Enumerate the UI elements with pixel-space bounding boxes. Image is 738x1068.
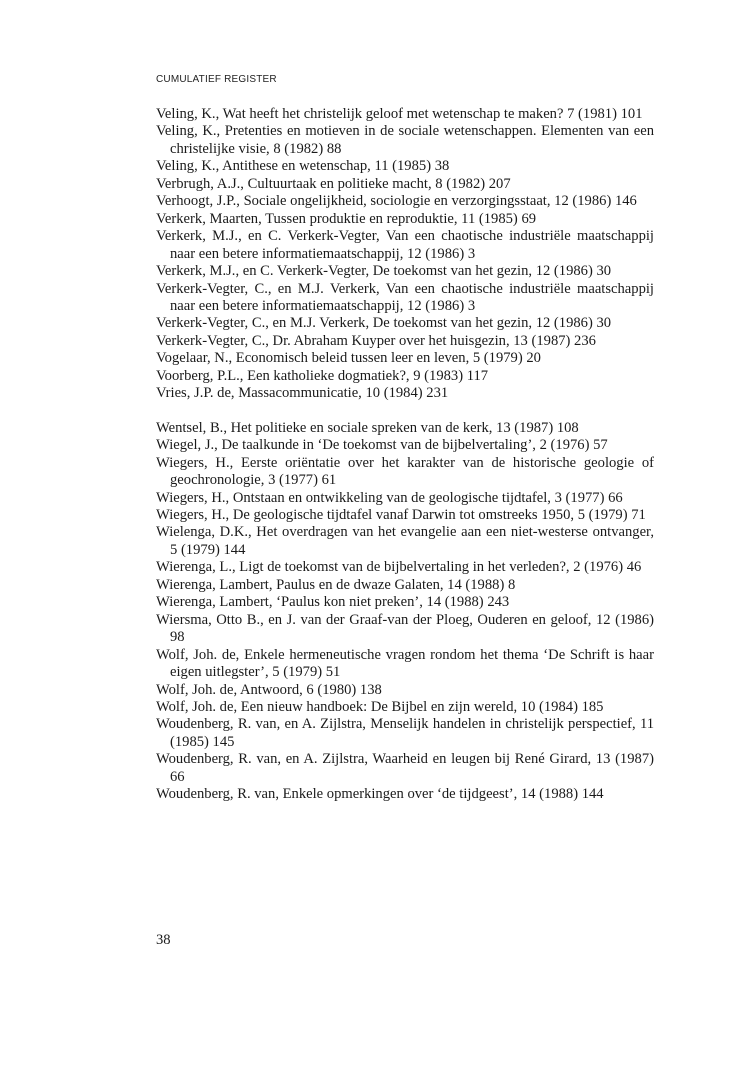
page-number: 38 xyxy=(156,932,171,948)
register-entry: Wiegers, H., De geologische tijdtafel vanaf Darwin tot omstreeks 1950, 5 (1979) 71 xyxy=(156,506,646,523)
register-entry: Wierenga, L., Ligt de toekomst van de bijbelvertaling in het verleden?, 2 (1976) 46 xyxy=(156,559,642,576)
register-entry: Wentsel, B., Het politieke en sociale spreken van de kerk, 13 (1987) 108 xyxy=(156,419,579,436)
register-entry: Wolf, Joh. de, Een nieuw handboek: De Bijbel en zijn wereld, 10 (1984) 185 xyxy=(156,698,604,715)
section-spacer xyxy=(156,403,654,420)
register-entry: Wolf, Joh. de, Antwoord, 6 (1980) 138 xyxy=(156,681,382,698)
register-entry: Verkerk, M.J., en C. Verkerk-Vegter, De toekomst van het gezin, 12 (1986) 30 xyxy=(156,263,612,280)
register-entry: Veling, K., Pretenties en motieven in de sociale wetenschappen. Elementen van een christelijke visie, 8 (1982) 88 xyxy=(156,123,654,157)
register-entry: Wolf, Joh. de, Enkele hermeneutische vragen rondom het thema ‘De Schrift is haar eigen uitlegster’, 5 (1979) 51 xyxy=(156,646,654,681)
register-entry: Verkerk, M.J., en C. Verkerk-Vegter, Van een chaotische industriële maatschappij naar een betere informatiemaatschappij, 12 (1986) 3 xyxy=(156,228,654,262)
register-entry: Verbrugh, A.J., Cultuurtaak en politieke macht, 8 (1982) 207 xyxy=(156,175,511,192)
register-entry: Woudenberg, R. van, en A. Zijlstra, Menselijk handelen in christelijk perspectief, 11 (1985) 145 xyxy=(156,716,654,750)
register-entry: Wiersma, Otto B., en J. van der Graaf-van der Ploeg, Ouderen en geloof, 12 (1986) 98 xyxy=(156,611,654,646)
register-entry: Verkerk-Vegter, C., en M.J. Verkerk, Van een chaotische industriële maatschappij naar een betere informatiemaatschappij, 12 (1986) 3 xyxy=(156,280,654,314)
register-entry: Wiegel, J., De taalkunde in ‘De toekomst van de bijbelvertaling’, 2 (1976) 57 xyxy=(156,437,608,454)
register-entry: Woudenberg, R. van, Enkele opmerkingen over ‘de tijdgeest’, 14 (1988) 144 xyxy=(156,786,604,803)
register-entry: Vogelaar, N., Economisch beleid tussen leer en leven, 5 (1979) 20 xyxy=(156,350,541,367)
register-entry: Wierenga, Lambert, ‘Paulus kon niet preken’, 14 (1988) 243 xyxy=(156,594,510,611)
register-entry: Wierenga, Lambert, Paulus en de dwaze Galaten, 14 (1988) 8 xyxy=(156,576,516,593)
register-entry: Wielenga, D.K., Het overdragen van het evangelie aan een niet-westerse ontvanger, 5 (1979) 144 xyxy=(156,524,654,558)
register-entry: Wiegers, H., Ontstaan en ontwikkeling van de geologische tijdtafel, 3 (1977) 66 xyxy=(156,489,623,506)
register-entry: Woudenberg, R. van, en A. Zijlstra, Waarheid en leugen bij René Girard, 13 (1987) 66 xyxy=(156,751,654,785)
register-entry: Wiegers, H., Eerste oriëntatie over het karakter van de historische geologie of geochronologie, 3 (1977) 61 xyxy=(156,454,654,489)
register-entry: Vries, J.P. de, Massacommunicatie, 10 (1984) 231 xyxy=(156,385,449,402)
register-entry: Verhoogt, J.P., Sociale ongelijkheid, sociologie en verzorgingsstaat, 12 (1986) 146 xyxy=(156,193,637,210)
register-entry: Voorberg, P.L., Een katholieke dogmatiek?, 9 (1983) 117 xyxy=(156,367,489,384)
running-head: CUMULATIEF REGISTER xyxy=(156,74,277,85)
register-entry: Verkerk, Maarten, Tussen produktie en reproduktie, 11 (1985) 69 xyxy=(156,210,537,227)
register-entry: Verkerk-Vegter, C., Dr. Abraham Kuyper over het huisgezin, 13 (1987) 236 xyxy=(156,332,596,349)
register-entry: Verkerk-Vegter, C., en M.J. Verkerk, De toekomst van het gezin, 12 (1986) 30 xyxy=(156,315,612,332)
register-entry: Veling, K., Wat heeft het christelijk geloof met wetenschap te maken? 7 (1981) 101 xyxy=(156,106,643,122)
register-entries xyxy=(156,106,654,804)
register-entry: Veling, K., Antithese en wetenschap, 11 (1985) 38 xyxy=(156,158,450,175)
